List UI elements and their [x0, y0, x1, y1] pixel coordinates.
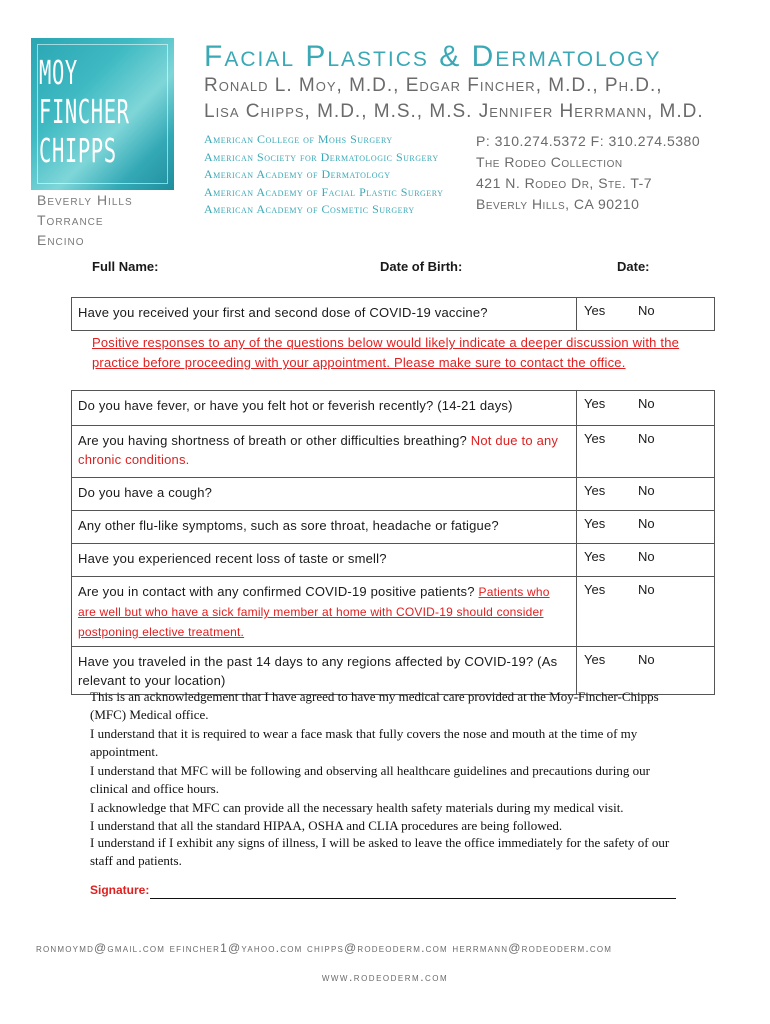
ack-paragraph: This is an acknowledgement that I have agreed to have my medical care provided at the Moy-Fincher-Chipps (MFC) Medical office. [90, 689, 659, 722]
answer-cell [577, 511, 715, 544]
footer-emails: ronmoymd@gmail.com efincher1@yahoo.com chipps@rodeoderm.com herrmann@rodeoderm.com [36, 941, 613, 955]
table-row [72, 577, 715, 647]
no-option[interactable]: No [638, 516, 655, 531]
answer-cell [577, 544, 715, 577]
signature-line[interactable] [150, 898, 676, 899]
question-text: Do you have a cough? [78, 485, 213, 500]
no-option[interactable]: No [638, 431, 655, 446]
office-locations [37, 190, 133, 250]
table-row [72, 298, 715, 331]
question-note: Not due to any chronic conditions. [78, 433, 559, 467]
ack-paragraph: I understand that it is required to wear a face mask that fully covers the nose and mouth at the time of my appointment. [90, 726, 638, 759]
yes-option[interactable]: Yes [584, 516, 606, 531]
doctors-line-2: Lisa Chipps, M.D., M.S., M.S. Jennifer Herrmann, M.D. [204, 101, 704, 122]
affiliation-item: American College of Mohs Surgery [204, 132, 393, 146]
no-option[interactable]: No [638, 549, 655, 564]
acknowledgement-block [90, 688, 690, 871]
no-option[interactable]: No [638, 303, 655, 318]
full-name-field[interactable]: Full Name: [92, 259, 159, 274]
answer-cell [577, 426, 715, 478]
screening-table [71, 390, 715, 695]
yes-option[interactable]: Yes [584, 483, 606, 498]
table-row [72, 478, 715, 511]
doctors-line-1: Ronald L. Moy, M.D., Edgar Fincher, M.D., Ph.D., [204, 75, 663, 96]
question-cough [72, 478, 577, 511]
ack-paragraph: I understand that MFC will be following and observing all healthcare guidelines and precautions during our clinical and office hours. [90, 763, 650, 796]
yes-option[interactable]: Yes [584, 582, 606, 597]
location-encino: Encino [37, 232, 85, 248]
question-text: Have you traveled in the past 14 days to any regions affected by COVID-19? (As relevant to your location) [78, 654, 558, 688]
address-street: 421 N. Rodeo Dr, Ste. T-7 [476, 175, 653, 191]
question-text: Have you experienced recent loss of taste or smell? [78, 551, 387, 566]
footer-website: www.rodeoderm.com [321, 970, 449, 984]
affiliation-item: American Academy of Facial Plastic Surgery [204, 184, 444, 199]
date-field[interactable]: Date: [617, 259, 650, 274]
dob-field[interactable]: Date of Birth: [380, 259, 463, 274]
answer-cell [577, 391, 715, 426]
vaccine-answer-cell [577, 298, 715, 331]
address-building: The Rodeo Collection [476, 154, 623, 170]
phone-fax: P: 310.274.5372 F: 310.274.5380 [476, 133, 701, 149]
ack-paragraph: I acknowledge that MFC can provide all the necessary health safety materials during my medical visit. [90, 800, 624, 815]
answer-cell [577, 577, 715, 647]
affiliation-item: American Academy of Cosmetic Surgery [204, 202, 415, 216]
no-option[interactable]: No [638, 396, 655, 411]
no-option[interactable]: No [638, 652, 655, 667]
affiliation-item: American Academy of Dermatology [204, 167, 391, 181]
affiliations-list [204, 131, 443, 219]
table-row [72, 426, 715, 478]
yes-option[interactable]: Yes [584, 396, 606, 411]
vaccine-question: Have you received your first and second dose of COVID-19 vaccine? [72, 298, 577, 331]
address-city: Beverly Hills, CA 90210 [476, 196, 640, 212]
location-beverly-hills: Beverly Hills [37, 192, 133, 208]
logo-word-fincher: FINCHER [39, 92, 130, 131]
no-option[interactable]: No [638, 483, 655, 498]
yes-option[interactable]: Yes [584, 303, 606, 318]
yes-option[interactable]: Yes [584, 431, 606, 446]
practice-title: Facial Plastics & Dermatology [204, 40, 662, 73]
question-breath [72, 426, 577, 478]
yes-option[interactable]: Yes [584, 549, 606, 564]
logo-word-chipps: CHIPPS [39, 131, 117, 170]
vaccine-table [71, 297, 715, 331]
question-text: Are you having shortness of breath or other difficulties breathing? [78, 433, 471, 448]
affiliation-item: American Society for Dermatologic Surgery [204, 149, 439, 164]
table-row [72, 511, 715, 544]
question-contact [72, 577, 577, 647]
location-torrance: Torrance [37, 212, 104, 228]
question-text: Are you in contact with any confirmed COVID-19 positive patients? [78, 584, 479, 599]
question-text: Any other flu-like symptoms, such as sore throat, headache or fatigue? [78, 518, 499, 533]
contact-block [476, 131, 700, 215]
answer-cell [577, 478, 715, 511]
question-fever [72, 391, 577, 426]
question-flu-symptoms [72, 511, 577, 544]
question-text: Do you have fever, or have you felt hot or feverish recently? (14-21 days) [78, 398, 513, 413]
ack-paragraph: I understand if I exhibit any signs of illness, I will be asked to leave the office immediately for the safety of our staff and patients. [90, 835, 670, 868]
ack-paragraph: I understand that all the standard HIPAA, OSHA and CLIA procedures are being followed. [90, 817, 563, 833]
no-option[interactable]: No [638, 582, 655, 597]
logo-word-moy: MOY [39, 53, 78, 92]
practice-logo [31, 38, 174, 190]
yes-option[interactable]: Yes [584, 652, 606, 667]
signature-label: Signature: [90, 883, 150, 897]
question-taste-smell [72, 544, 577, 577]
notice-text: Positive responses to any of the questions below would likely indicate a deeper discussion with the practice before proceeding with your appointment. Please make sure to contact the office. [92, 335, 680, 370]
table-row [72, 391, 715, 426]
table-row [72, 544, 715, 577]
question-note: Patients who are well but who have a sick family member at home with COVID-19 should consider postponing elective treatment. [78, 585, 550, 639]
